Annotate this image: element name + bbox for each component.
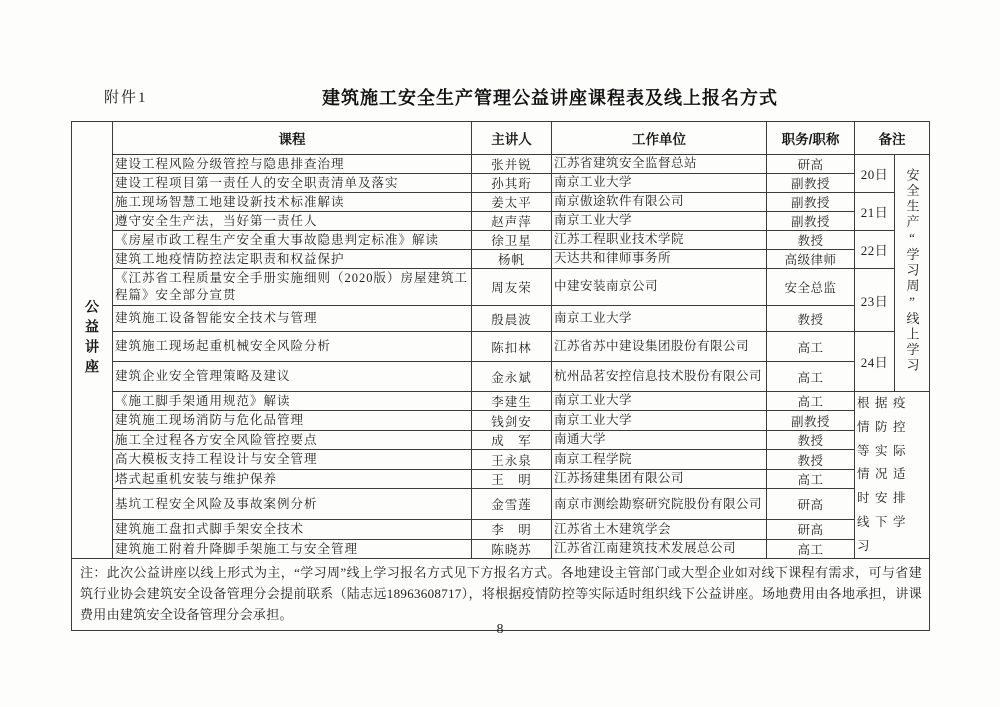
date-cell: 22日	[855, 231, 895, 269]
course-cell: 建筑施工附着升降脚手架施工与安全管理	[113, 539, 472, 559]
date-cell: 24日	[855, 332, 895, 392]
organization-cell: 南京工业大学	[552, 174, 767, 193]
page-number: 8	[496, 622, 504, 637]
organization-cell: 中建安装南京公司	[552, 269, 767, 306]
organization-cell: 江苏省土木建筑学会	[552, 520, 767, 539]
footnote: 注：此次公益讲座以线上形式为主，“学习周”线上学习报名方式见下方报名方式。各地建设主管部门或大型企业如对线下课程有需求，可与省建筑行业协会建筑安全设备管理分会提前联系（陆志远18963608717），将根据疫情防控等实际适时组织线下公益讲座。场地费用由各地承担，讲课费用由建筑安全设备管理分会承担。	[72, 559, 930, 630]
organization-cell: 南京傲途软件有限公司	[552, 193, 767, 212]
course-cell: 建筑施工现场消防与危化品管理	[113, 411, 472, 430]
speaker-cell: 李建生	[472, 392, 552, 411]
course-cell: 《房屋市政工程生产安全重大事故隐患判定标准》解读	[113, 231, 472, 250]
organization-cell: 江苏扬建集团有限公司	[552, 469, 767, 488]
header-speaker: 主讲人	[472, 122, 552, 155]
organization-cell: 南京工业大学	[552, 306, 767, 332]
attachment-label: 附件1	[104, 90, 148, 106]
table-row	[72, 362, 930, 392]
table-header-row	[72, 122, 930, 155]
course-cell: 基坑工程安全风险及事故案例分析	[113, 489, 472, 520]
table-row	[72, 174, 930, 193]
table-row	[72, 539, 930, 559]
category-cell	[72, 122, 113, 559]
job-title-cell: 副教授	[767, 212, 855, 231]
header-organization: 工作单位	[552, 122, 767, 155]
job-title-cell: 高工	[767, 362, 855, 392]
job-title-cell: 教授	[767, 306, 855, 332]
table-row	[72, 489, 930, 520]
speaker-cell: 金永斌	[472, 362, 552, 392]
job-title-cell: 副教授	[767, 411, 855, 430]
table-row	[72, 520, 930, 539]
date-cell: 20日	[855, 155, 895, 193]
course-cell: 建设工程项目第一责任人的安全职责清单及落实	[113, 174, 472, 193]
course-cell: 建筑施工设备智能安全技术与管理	[113, 306, 472, 332]
course-cell: 高大模板支持工程设计与安全管理	[113, 450, 472, 469]
table-row	[72, 450, 930, 469]
header-course: 课程	[113, 122, 472, 155]
header-job-title: 职务/职称	[767, 122, 855, 155]
speaker-cell: 殷晨波	[472, 306, 552, 332]
organization-cell: 南京市测绘勘察研究院股份有限公司	[552, 489, 767, 520]
online-remark-cell	[895, 155, 930, 392]
table-row	[72, 212, 930, 231]
table-row	[72, 155, 930, 174]
speaker-cell: 赵声萍	[472, 212, 552, 231]
job-title-cell: 高工	[767, 332, 855, 362]
speaker-cell: 姜太平	[472, 193, 552, 212]
course-cell: 《施工脚手架通用规范》解读	[113, 392, 472, 411]
date-cell: 23日	[855, 269, 895, 332]
job-title-cell: 教授	[767, 231, 855, 250]
job-title-cell: 高级律师	[767, 250, 855, 269]
organization-cell: 江苏省建筑安全监督总站	[552, 155, 767, 174]
speaker-cell: 徐卫星	[472, 231, 552, 250]
organization-cell: 南京工业大学	[552, 392, 767, 411]
job-title-cell: 教授	[767, 450, 855, 469]
job-title-cell: 高工	[767, 392, 855, 411]
course-cell: 建设工程风险分级管控与隐患排查治理	[113, 155, 472, 174]
online-remark-text: 安全生产“学习周”线上学习	[904, 168, 920, 374]
speaker-cell: 陈扣林	[472, 332, 552, 362]
organization-cell: 天达共和律师事务所	[552, 250, 767, 269]
job-title-cell: 安全总监	[767, 269, 855, 306]
footnote-row	[72, 559, 930, 630]
course-cell: 遵守安全生产法，当好第一责任人	[113, 212, 472, 231]
speaker-cell: 王 明	[472, 469, 552, 488]
job-title-cell: 高工	[767, 539, 855, 559]
table-row	[72, 430, 930, 449]
table-row	[72, 392, 930, 411]
job-title-cell: 副教授	[767, 174, 855, 193]
course-cell: 建筑企业安全管理策略及建议	[113, 362, 472, 392]
speaker-cell: 钱剑安	[472, 411, 552, 430]
speaker-cell: 金雪莲	[472, 489, 552, 520]
table-row	[72, 193, 930, 212]
lecture-schedule-table	[71, 121, 930, 631]
organization-cell: 杭州品茗安控信息技术股份有限公司	[552, 362, 767, 392]
date-cell: 21日	[855, 193, 895, 231]
speaker-cell: 张并锐	[472, 155, 552, 174]
category-label: 公益讲座	[84, 298, 100, 379]
speaker-cell: 杨帆	[472, 250, 552, 269]
speaker-cell: 王永泉	[472, 450, 552, 469]
table-row	[72, 269, 930, 306]
job-title-cell: 副教授	[767, 193, 855, 212]
course-cell: 施工现场智慧工地建设新技术标准解读	[113, 193, 472, 212]
organization-cell: 南京工程学院	[552, 450, 767, 469]
course-cell: 建筑施工盘扣式脚手架安全技术	[113, 520, 472, 539]
table-row	[72, 306, 930, 332]
speaker-cell: 成 军	[472, 430, 552, 449]
organization-cell: 江苏工程职业技术学院	[552, 231, 767, 250]
speaker-cell: 孙其珩	[472, 174, 552, 193]
course-cell: 《江苏省工程质量安全手册实施细则（2020版）房屋建筑工程篇》安全部分宣贯	[113, 269, 472, 306]
job-title-cell: 研高	[767, 520, 855, 539]
speaker-cell: 李 明	[472, 520, 552, 539]
course-cell: 塔式起重机安装与维护保养	[113, 469, 472, 488]
course-cell: 施工全过程各方安全风险管控要点	[113, 430, 472, 449]
table-row	[72, 469, 930, 488]
table-row	[72, 250, 930, 269]
job-title-cell: 高工	[767, 469, 855, 488]
offline-remark-cell: 根据疫情防控等实际情况适时安排线下学习	[855, 392, 930, 559]
organization-cell: 南京工业大学	[552, 411, 767, 430]
table-row	[72, 411, 930, 430]
header-remark: 备注	[855, 122, 930, 155]
organization-cell: 南通大学	[552, 430, 767, 449]
organization-cell: 南京工业大学	[552, 212, 767, 231]
job-title-cell: 研高	[767, 155, 855, 174]
table-row	[72, 231, 930, 250]
speaker-cell: 陈晓苏	[472, 539, 552, 559]
page-title: 建筑施工安全生产管理公益讲座课程表及线上报名方式	[322, 88, 778, 108]
course-cell: 建筑工地疫情防控法定职责和权益保护	[113, 250, 472, 269]
organization-cell: 江苏省江南建筑技术发展总公司	[552, 539, 767, 559]
table-row	[72, 332, 930, 362]
organization-cell: 江苏省苏中建设集团股份有限公司	[552, 332, 767, 362]
job-title-cell: 教授	[767, 430, 855, 449]
job-title-cell: 研高	[767, 489, 855, 520]
speaker-cell: 周友荣	[472, 269, 552, 306]
course-cell: 建筑施工现场起重机械安全风险分析	[113, 332, 472, 362]
